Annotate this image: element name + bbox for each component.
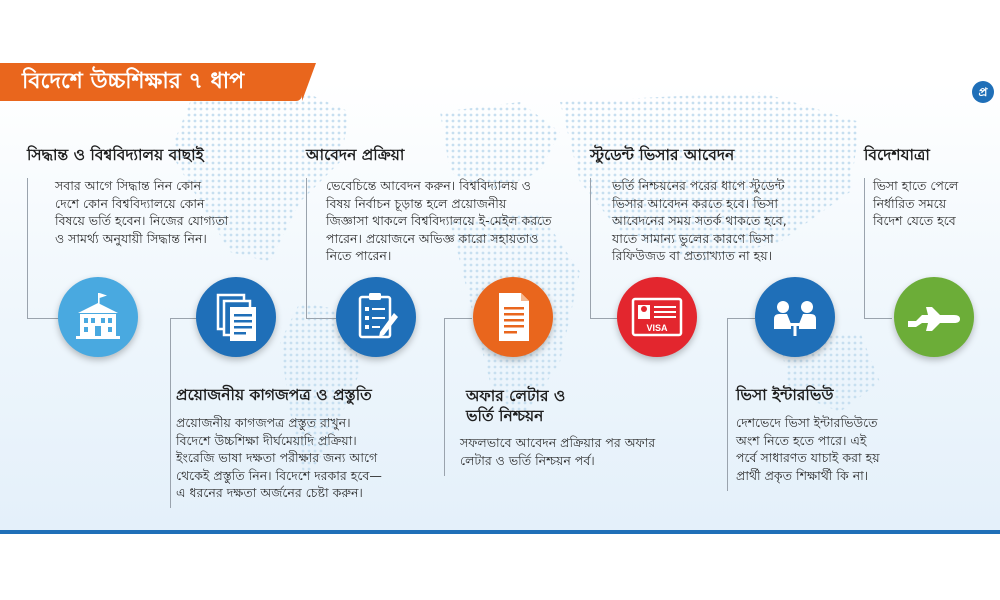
text-line: ভেবেচিন্তে আবেদন করুন। বিশ্ববিদ্যালয় ও [326, 178, 531, 193]
step-4-heading [466, 386, 565, 426]
connector-line [727, 318, 728, 491]
step-1-heading: সিদ্ধান্ত ও বিশ্ববিদ্যালয় বাছাই [27, 146, 204, 164]
logo-icon: প্র [972, 81, 994, 103]
text-line: ভিসা হাতে পেলে [873, 178, 959, 193]
step-6-heading: ভিসা ইন্টারভিউ [736, 386, 834, 404]
connector-line [864, 318, 892, 319]
text-line: থেকেই প্রস্তুতি নিন। বিদেশে দরকার হবে— [176, 467, 382, 483]
letter-icon [473, 277, 553, 357]
connector-line [306, 318, 336, 319]
connector-line [27, 318, 59, 319]
connector-line [590, 318, 618, 319]
step-6-text [736, 414, 956, 484]
bottom-rule [0, 530, 1000, 534]
interview-icon [755, 277, 835, 357]
text-line: রিফিউজড বা প্রত্যাখ্যাত না হয়। [612, 248, 773, 264]
text-line: বিদেশ যেতে হবে [873, 213, 956, 229]
text-line: লেটার ও ভর্তি নিশ্চয়ন পর্ব। [460, 452, 595, 468]
text-line: ইংরেজি ভাষা দক্ষতা পরীক্ষার জন্য আগে [176, 450, 378, 466]
connector-line [170, 318, 171, 508]
connector-line [444, 318, 472, 319]
text-line: এ ধরনের দক্ষতা অর্জনের চেষ্টা করুন। [176, 485, 363, 501]
text-line: পর্বে সাধারণত যাচাই করা হয় [736, 450, 880, 466]
heading-line: অফার লেটার ও [466, 387, 566, 405]
connector-line [444, 318, 445, 476]
documents-icon [196, 277, 276, 357]
clipboard-icon [336, 277, 416, 357]
page-title: বিদেশে উচ্চশিক্ষার ৭ ধাপ [22, 69, 245, 94]
connector-line [590, 178, 591, 319]
text-line: পারেন। প্রয়োজনে অভিজ্ঞ কারো সহায়তাও [326, 230, 539, 246]
text-line: ভর্তি নিশ্চয়নের পরের ধাপে স্টুডেন্ট [612, 178, 785, 193]
text-line: সবার আগে সিদ্ধান্ত নিন কোন [55, 178, 202, 193]
text-line: প্রয়োজনীয় কাগজপত্র প্রস্তুত রাখুন। [176, 415, 351, 430]
step-1-text [55, 177, 255, 247]
airplane-icon [894, 277, 974, 357]
step-5-heading: স্টুডেন্ট ভিসার আবেদন [590, 146, 735, 164]
connector-line [727, 318, 755, 319]
text-line: জিজ্ঞাসা থাকলে বিশ্ববিদ্যালয়ে ই-মেইল করতে [326, 213, 552, 229]
step-7-heading: বিদেশযাত্রা [864, 146, 930, 164]
text-line: বিদেশে উচ্চশিক্ষা দীর্ঘমেয়াদি প্রক্রিয়া। [176, 432, 357, 448]
step-2-text [176, 414, 436, 502]
university-icon [58, 277, 138, 357]
step-3-heading: আবেদন প্রক্রিয়া [306, 146, 405, 164]
text-line: সফলভাবে আবেদন প্রক্রিয়ার পর অফার [460, 435, 656, 450]
text-line: যাতে সামান্য ভুলের কারণে ভিসা [612, 230, 774, 246]
text-line: ভিসার আবেদন করতে হবে। ভিসা [612, 195, 778, 211]
text-line: বিষয়ে ভর্তি হবেন। নিজের যোগ্যতা [55, 213, 229, 229]
heading-line: ভর্তি নিশ্চয়ন [466, 407, 544, 425]
connector-line [306, 178, 307, 319]
step-2-heading: প্রয়োজনীয় কাগজপত্র ও প্রস্তুতি [176, 386, 372, 404]
step-7-text [873, 177, 998, 230]
text-line: আবেদনের সময় সতর্ক থাকতে হবে, [612, 213, 787, 229]
text-line: নিতে পারেন। [326, 248, 392, 264]
visa-icon [617, 277, 697, 357]
connector-line [864, 178, 865, 319]
text-line: বিষয় নির্বাচন চূড়ান্ত হলে প্রয়োজনীয় [326, 195, 507, 211]
text-line: প্রার্থী প্রকৃত শিক্ষার্থী কি না। [736, 467, 869, 483]
text-line: নির্ধারিত সময়ে [873, 195, 947, 211]
text-line: অংশ নিতে হতে পারে। এই [736, 432, 867, 448]
text-line: ও সামর্থ্য অনুযায়ী সিদ্ধান্ত নিন। [55, 230, 207, 246]
connector-line [27, 178, 28, 319]
text-line: দেশে কোন বিশ্ববিদ্যালয়ে কোন [55, 195, 205, 211]
visa-label: VISA [646, 323, 668, 333]
step-4-text [460, 434, 720, 469]
text-line: দেশভেদে ভিসা ইন্টারভিউতে [736, 415, 878, 430]
title-banner [0, 63, 302, 101]
step-3-text [326, 177, 586, 265]
step-5-text [612, 177, 842, 265]
